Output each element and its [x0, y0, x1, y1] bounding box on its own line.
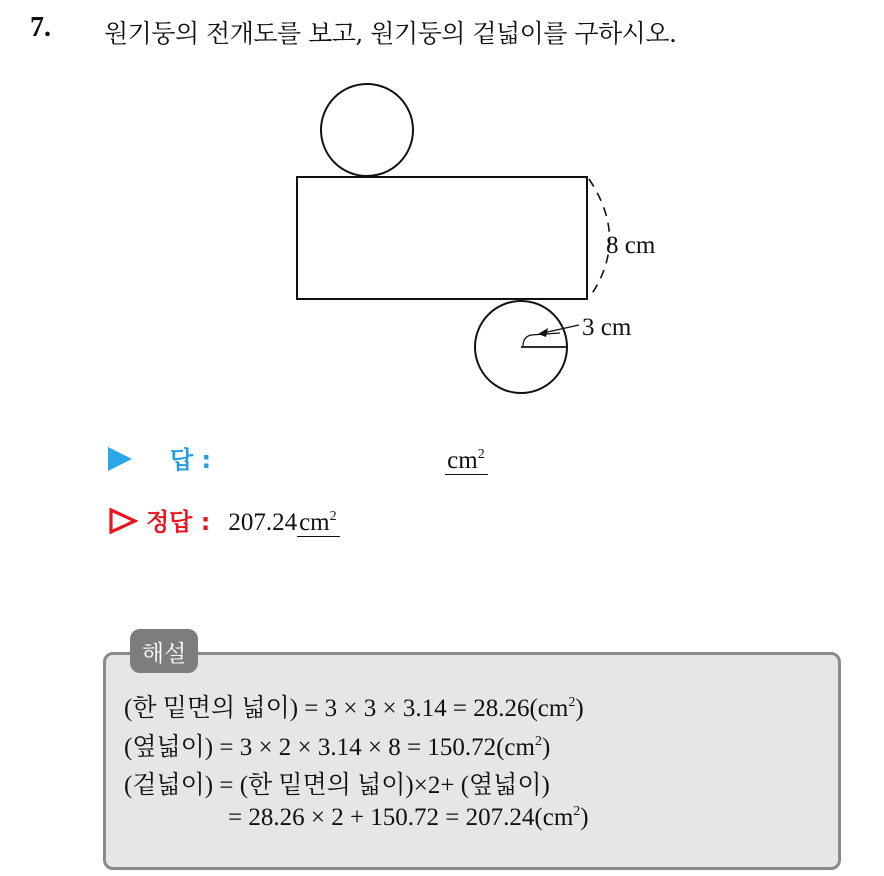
- correct-unit-base: cm: [299, 509, 330, 536]
- solution-line-2-text: (옆넓이) = 3 × 2 × 3.14 × 8 = 150.72(cm: [124, 734, 535, 761]
- lateral-rectangle: [297, 177, 587, 299]
- correct-answer-value: 207.24: [228, 509, 298, 536]
- solution-line-4-close: ): [580, 804, 589, 831]
- solution-line-4: [228, 804, 589, 832]
- answer-unit-exponent: 2: [477, 447, 485, 462]
- solution-line-1-close: ): [575, 695, 584, 722]
- height-label: 8 cm: [606, 232, 656, 259]
- answer-input[interactable]: [445, 448, 488, 475]
- correct-answer-row: [108, 502, 340, 537]
- radius-arrowhead: [538, 328, 548, 337]
- cylinder-net-figure: [0, 0, 884, 420]
- outline-triangle-icon: [108, 508, 138, 534]
- solution-line-3: (겉넓이) = (한 밑면의 넓이)×2+ (옆넓이): [124, 772, 550, 799]
- solution-line-4-exp: 2: [573, 804, 581, 819]
- question-number: 7.: [30, 12, 51, 43]
- answer-label: 답 :: [170, 446, 212, 474]
- solution-line-2: [124, 727, 550, 763]
- filled-triangle-icon: [108, 447, 132, 471]
- correct-unit-exponent: 2: [329, 509, 337, 524]
- question-text: 원기둥의 전개도를 보고, 원기둥의 겉넓이를 구하시오.: [104, 19, 677, 48]
- solution-tag: 해설: [130, 629, 198, 673]
- solution-line-2-close: ): [541, 734, 551, 761]
- answer-unit: cm: [447, 447, 478, 474]
- solution-line-1: [124, 688, 584, 724]
- solution-line-1-text: (한 밑면의 넓이) = 3 × 3 × 3.14 = 28.26(cm: [124, 695, 569, 722]
- correct-answer-label: 정답 :: [146, 508, 211, 536]
- solution-line-1-exp: 2: [568, 695, 576, 710]
- solution-line-4-text: = 28.26 × 2 + 150.72 = 207.24(cm: [228, 804, 574, 831]
- radius-label: 3 cm: [582, 314, 632, 341]
- correct-answer-unit: [297, 510, 340, 537]
- solution-line-2-exp: 2: [534, 734, 542, 749]
- answer-row: [108, 440, 488, 475]
- top-base-circle: [321, 84, 413, 176]
